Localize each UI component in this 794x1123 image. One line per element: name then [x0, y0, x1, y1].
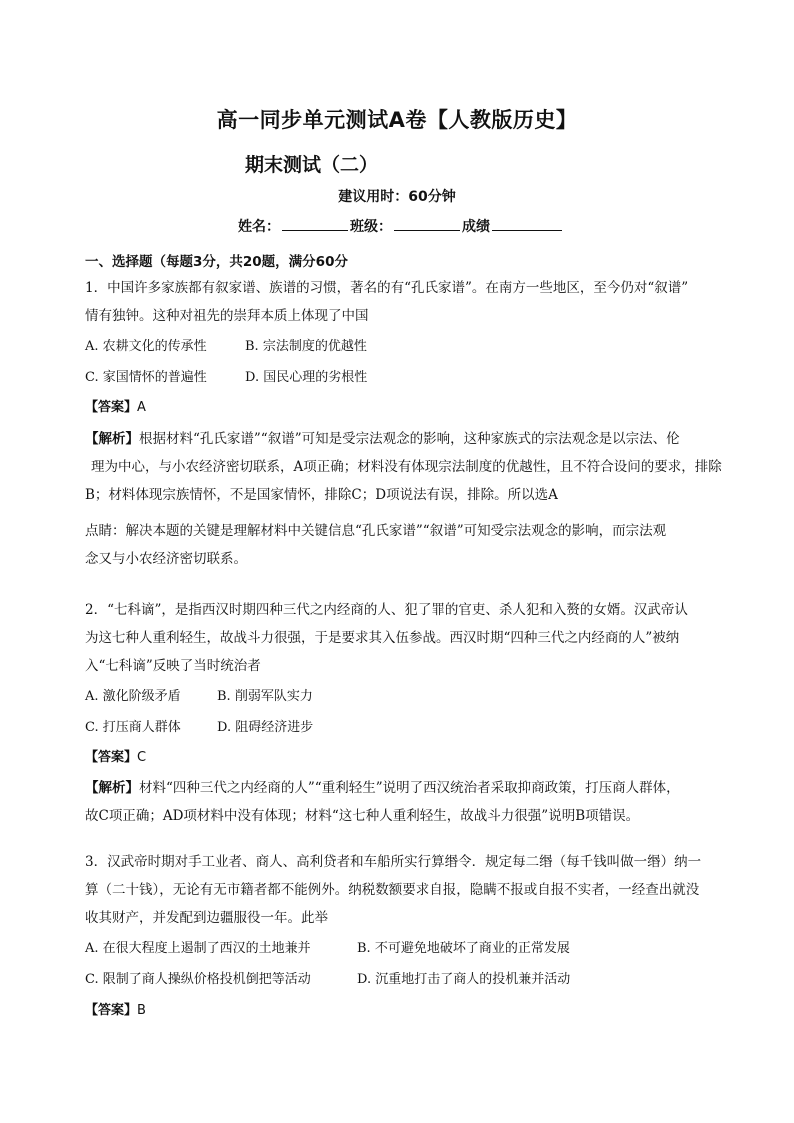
analysis-label: 【解析】 — [85, 431, 139, 447]
answer-label: 【答案】 — [85, 750, 138, 765]
analysis-label: 【解析】 — [85, 780, 139, 796]
answer-label: 【答案】 — [85, 400, 138, 415]
tip-text: 念又与小农经济密切联系。 — [85, 551, 247, 567]
analysis-text: 材料“四种三代之内经商的人”“重利轻生”说明了西汉统治者采取抑商政策，打压商人群体， — [139, 780, 680, 796]
class-label: 班级： — [350, 219, 392, 235]
option-c: C. 限制了商人操纵价格投机倒把等活动 — [85, 972, 311, 987]
section-title: 一、选择题（每题3分，共20题，满分60分 — [85, 254, 348, 270]
question-3 — [85, 848, 725, 1025]
analysis-block — [85, 425, 725, 509]
question-2 — [85, 596, 725, 830]
question-1 — [85, 274, 725, 573]
option-d: D. 阻碍经济进步 — [217, 720, 314, 735]
question-stem-line: 情有独钟。这种对祖先的崇拜本质上体现了中国 — [85, 308, 369, 324]
page-subtitle: 期末测试（二） — [245, 154, 379, 176]
option-d: D. 国民心理的劣根性 — [245, 370, 368, 385]
option-c: C. 打压商人群体 — [85, 720, 181, 735]
options-row — [85, 333, 725, 361]
option-a: A. 农耕文化的传承性 — [85, 339, 207, 354]
option-b: B. 不可避免地破坏了商业的正常发展 — [357, 941, 570, 956]
question-stem-line: 1．中国许多家族都有叙家谱、族谱的习惯，著名的有“孔氏家谱”。在南方一些地区，至今仍对“叙谱” — [85, 280, 689, 296]
page-title: 高一同步单元测试A卷【人教版历史】 — [216, 108, 578, 132]
answer-line — [85, 394, 725, 422]
analysis-text: 根据材料“孔氏家谱”“叙谱”可知是受宗法观念的影响，这种家族式的宗法观念是以宗法、伦 — [139, 431, 680, 447]
option-a: A. 激化阶级矛盾 — [85, 689, 181, 704]
question-stem-line: 算（二十钱），无论有无市籍者都不能例外。纳税数额要求自报，隐瞒不报或自报不实者，一经查出就没 — [85, 882, 700, 898]
answer-value: B — [137, 1003, 146, 1018]
question-stem-line: 为这七种人重利轻生，故战斗力很强，于是要求其入伍参战。西汉时期“四种三代之内经商的人”被纳 — [85, 630, 680, 646]
options-row — [85, 683, 725, 711]
option-b: B. 削弱军队实力 — [217, 689, 313, 704]
tip-block — [85, 517, 725, 573]
score-blank — [492, 216, 562, 231]
question-stem-line: 3．汉武帝时期对手工业者、商人、高利贷者和车船所实行算缗令．规定每二缗（每千钱叫做一缗）纳一 — [85, 854, 702, 870]
answer-value: A — [137, 400, 146, 415]
question-stem-line: 2．“七科谪”，是指西汉时期四种三代之内经商的人、犯了罪的官吏、杀人犯和入赘的女婿。汉武帝认 — [85, 602, 688, 618]
analysis-text: B；材料体现宗族情怀，不是国家情怀，排除C；D项说法有误，排除。所以选A — [85, 487, 558, 503]
options-row — [85, 364, 725, 392]
options-row — [85, 714, 725, 742]
option-a: A. 在很大程度上遏制了西汉的土地兼并 — [85, 941, 311, 956]
answer-label: 【答案】 — [85, 1003, 138, 1018]
student-info-row — [238, 216, 564, 236]
score-label: 成绩 — [462, 219, 490, 235]
answer-value: C — [137, 750, 147, 765]
question-stem-line: 收其财产，并发配到边疆服役一年。此举 — [85, 910, 328, 926]
option-b: B. 宗法制度的优越性 — [245, 339, 367, 354]
analysis-text: 故C项正确；AD项材料中没有体现；材料“这七种人重利轻生，故战斗力很强”说明B项错误。 — [85, 808, 640, 824]
option-c: C. 家国情怀的普遍性 — [85, 370, 207, 385]
name-label: 姓名： — [238, 219, 280, 235]
suggested-time: 建议用时：60分钟 — [338, 189, 456, 205]
class-blank — [394, 216, 460, 231]
answer-line — [85, 997, 725, 1025]
analysis-text: 理为中心，与小农经济密切联系，A项正确；材料没有体现宗法制度的优越性，且不符合设问的要求，排除 — [91, 459, 722, 475]
question-stem-line: 入“七科谪”反映了当时统治者 — [85, 658, 261, 674]
analysis-block — [85, 774, 725, 830]
answer-line — [85, 744, 725, 772]
options-row — [85, 966, 725, 994]
option-d: D. 沉重地打击了商人的投机兼并活动 — [357, 972, 571, 987]
name-blank — [282, 216, 348, 231]
options-row — [85, 935, 725, 963]
tip-text: 点睛：解决本题的关键是理解材料中关键信息“孔氏家谱”“叙谱”可知受宗法观念的影响，而宗法观 — [85, 523, 667, 539]
